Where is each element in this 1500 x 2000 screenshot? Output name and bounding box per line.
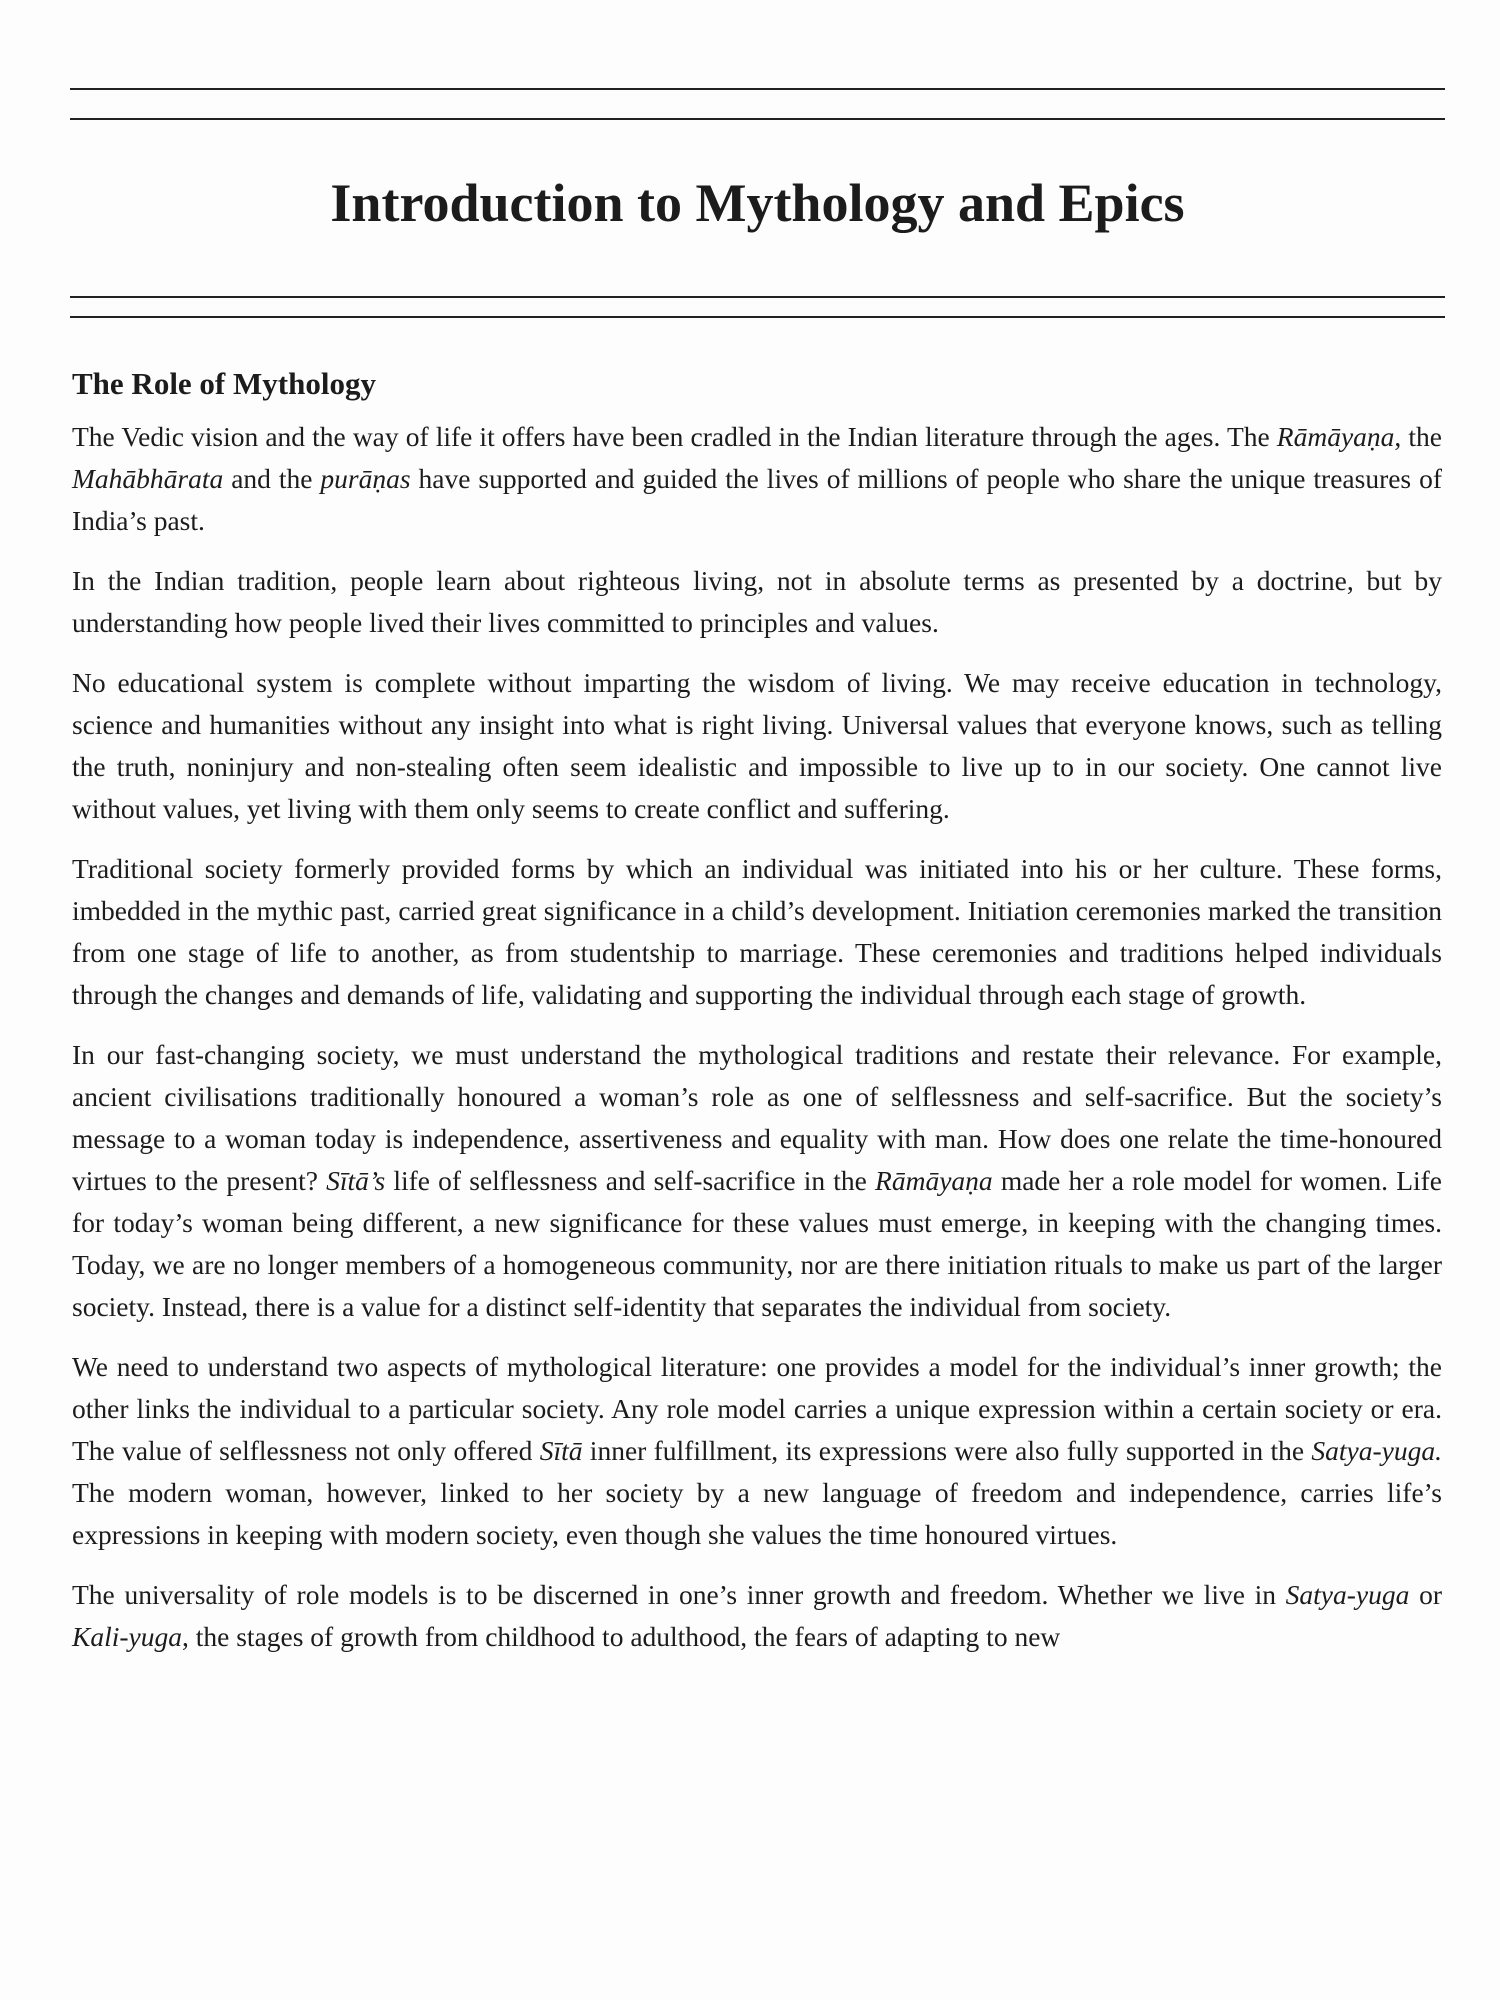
chapter-body [72,362,1442,1676]
title-rule-upper [70,296,1445,298]
section-heading: The Role of Mythology [72,366,376,401]
paragraph-2: In the Indian tradition, people learn about righteous living, not in absolute terms as presented by a doctrine, but by understanding how people lived their lives committed to principles and values. [72,565,1442,638]
paragraph-6: We need to understand two aspects of mythological literature: one provides a model for the individual’s inner growth; the other links the individual to a particular society. Any role model carries a unique expression within a certain society or era. The value of selflessness not only offered Sītā inner fulfillment, its expressions were also fully supported in the Satya-yuga. The modern woman, however, linked to her society by a new language of freedom and independence, carries life’s expressions in keeping with modern society, even though she values the time honoured virtues. [72,1351,1442,1550]
paragraph-7: The universality of role models is to be discerned in one’s inner growth and freedom. Whether we live in Satya-yuga or Kali-yuga, the stages of growth from childhood to adulthood, the fears of adapting to new [72,1579,1442,1652]
paragraph-4: Traditional society formerly provided forms by which an individual was initiated into his or her culture. These forms, imbedded in the mythic past, carried great significance in a child’s development. Initiation ceremonies marked the transition from one stage of life to another, as from studentship to marriage. These ceremonies and traditions helped individuals through the changes and demands of life, validating and supporting the individual through each stage of growth. [72,853,1442,1010]
top-rule-upper [70,88,1445,90]
paragraph-3: No educational system is complete without imparting the wisdom of living. We may receive education in technology, science and humanities without any insight into what is right living. Universal values that everyone knows, such as telling the truth, noninjury and non-stealing often seem idealistic and impossible to live up to in our society. One cannot live without values, yet living with them only seems to create conflict and suffering. [72,667,1442,824]
paragraph-5: In our fast-changing society, we must understand the mythological traditions and restate their relevance. For example, ancient civilisations traditionally honoured a woman’s role as one of selflessness and self-sacrifice. But the society’s message to a woman today is independence, assertiveness and equality with man. How does one relate the time-honoured virtues to the present? Sītā’s life of selflessness and self-sacrifice in the Rāmāyaṇa made her a role model for women. Life for today’s woman being different, a new significance for these values must emerge, in keeping with the changing times. Today, we are no longer members of a homogeneous community, nor are there initiation rituals to make us part of the larger society. Instead, there is a value for a distinct self-identity that separates the individual from society. [72,1039,1442,1322]
top-rule-lower [70,118,1445,120]
title-rule-lower [70,316,1445,318]
page-title: Introduction to Mythology and Epics [330,173,1185,233]
paragraph-1: The Vedic vision and the way of life it offers have been cradled in the Indian literature through the ages. The Rāmāyaṇa, the Mahābhārata and the purāṇas have supported and guided the lives of millions of people who share the unique treasures of India’s past. [72,421,1442,536]
